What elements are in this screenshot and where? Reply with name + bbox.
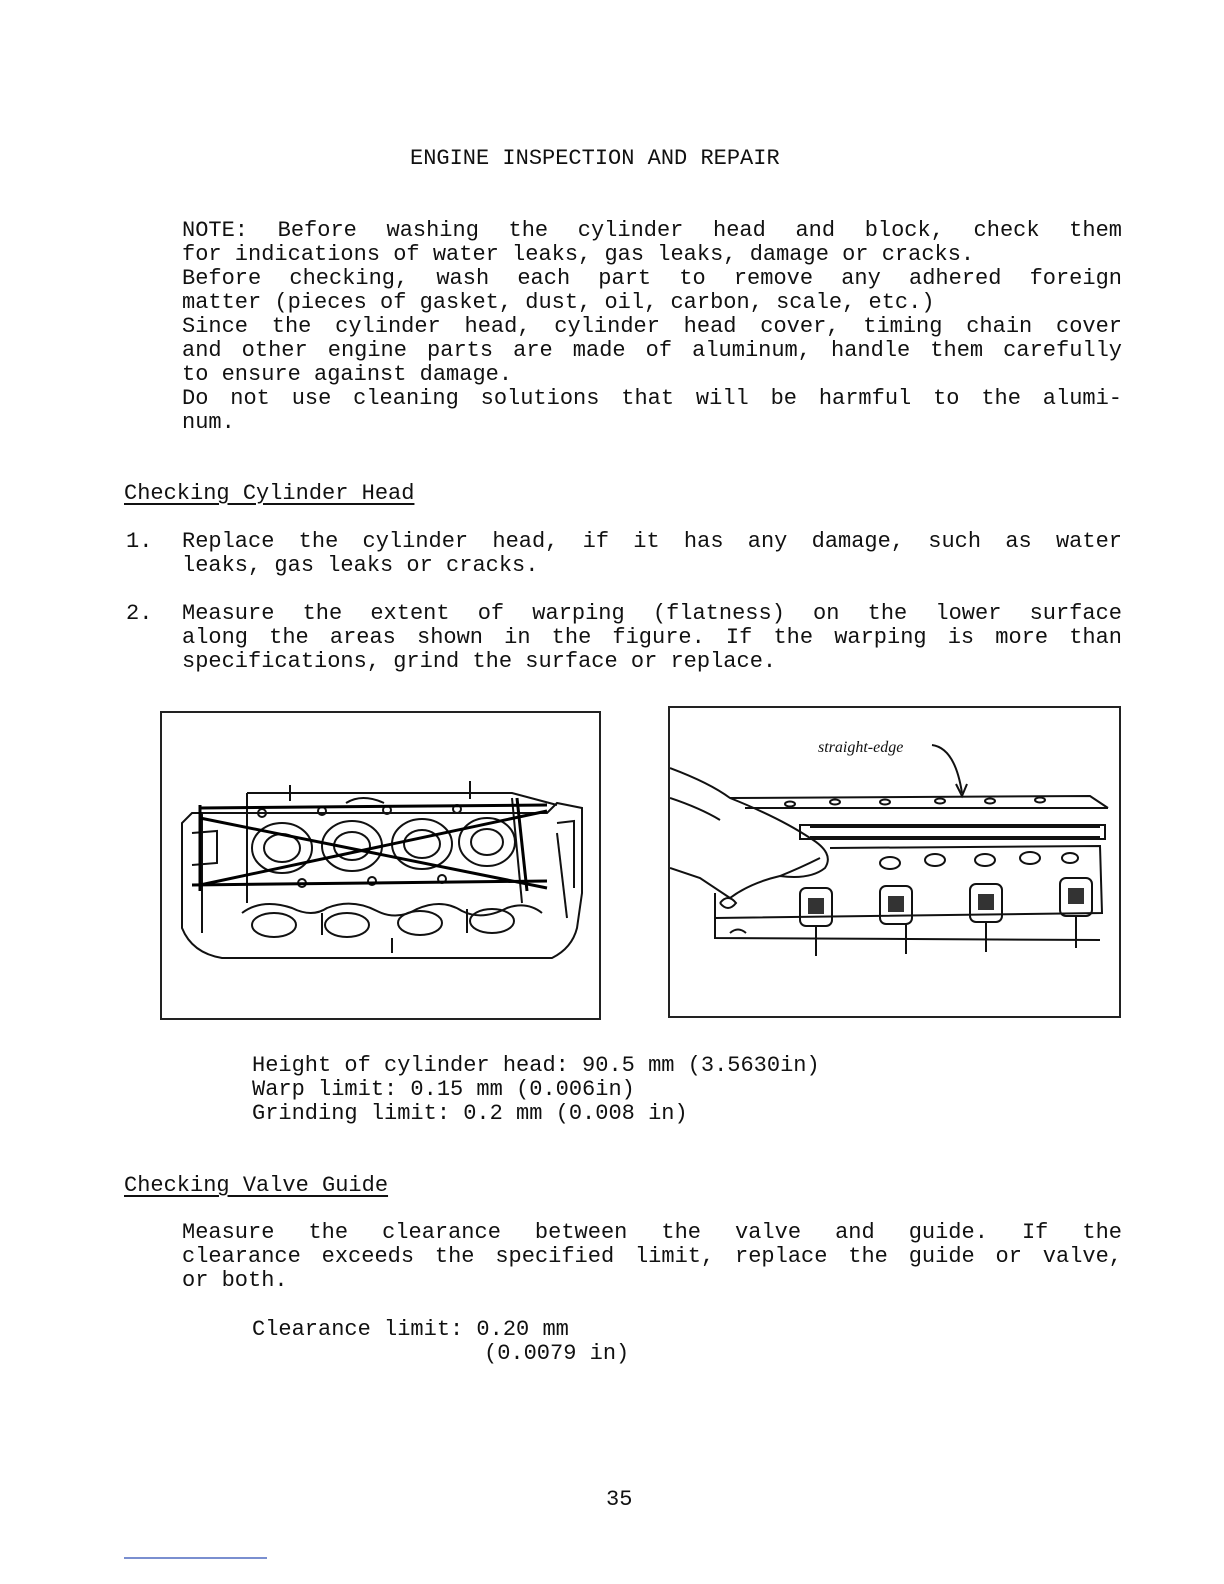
paragraph-line: Measure the clearance between the valve and guide. If the <box>182 1220 1122 1245</box>
item-number: 1. <box>126 529 153 554</box>
paragraph-line: clearance exceeds the specified limit, replace the guide or valve, <box>182 1244 1122 1269</box>
clearance-limit: Clearance limit: 0.20 mm <box>252 1317 569 1342</box>
page-title: ENGINE INSPECTION AND REPAIR <box>410 146 780 171</box>
note-line: Do not use cleaning solutions that will be harmful to the alumi- <box>182 386 1122 411</box>
paragraph-line: or both. <box>182 1268 288 1293</box>
spec-line: Grinding limit: 0.2 mm (0.008 in) <box>252 1101 688 1126</box>
straight-edge-drawing <box>670 708 1119 1016</box>
cylinder-head-drawing <box>162 713 599 1018</box>
note-line: matter (pieces of gasket, dust, oil, carbon, scale, etc.) <box>182 290 935 315</box>
item-line: specifications, grind the surface or replace. <box>182 649 777 674</box>
item-number: 2. <box>126 601 153 626</box>
section-heading-valve-guide: Checking Valve Guide <box>124 1173 389 1198</box>
note-line: and other engine parts are made of aluminum, handle them carefully <box>182 338 1122 363</box>
spec-line: Warp limit: 0.15 mm (0.006in) <box>252 1077 635 1102</box>
straight-edge-label: straight-edge <box>818 739 904 756</box>
figure-cylinder-head-flatness <box>160 711 601 1020</box>
item-line: Replace the cylinder head, if it has any damage, such as water <box>182 529 1122 554</box>
figure-straight-edge <box>668 706 1121 1018</box>
item-line: leaks, gas leaks or cracks. <box>182 553 539 578</box>
footer-rule <box>124 1557 267 1559</box>
section-heading-cylinder-head: Checking Cylinder Head <box>124 481 415 506</box>
note-line: num. <box>182 410 235 435</box>
note-line: Since the cylinder head, cylinder head cover, timing chain cover <box>182 314 1122 339</box>
note-line: to ensure against damage. <box>182 362 513 387</box>
clearance-limit-inches: (0.0079 in) <box>484 1341 630 1366</box>
item-line: along the areas shown in the figure. If the warping is more than <box>182 625 1122 650</box>
note-line: Before checking, wash each part to remove any adhered foreign <box>182 266 1122 291</box>
spec-line: Height of cylinder head: 90.5 mm (3.5630in) <box>252 1053 820 1078</box>
item-line: Measure the extent of warping (flatness) on the lower surface <box>182 601 1122 626</box>
note-line: for indications of water leaks, gas leaks, damage or cracks. <box>182 242 975 267</box>
note-line: NOTE: Before washing the cylinder head and block, check them <box>182 218 1122 243</box>
page-number: 35 <box>606 1487 633 1512</box>
